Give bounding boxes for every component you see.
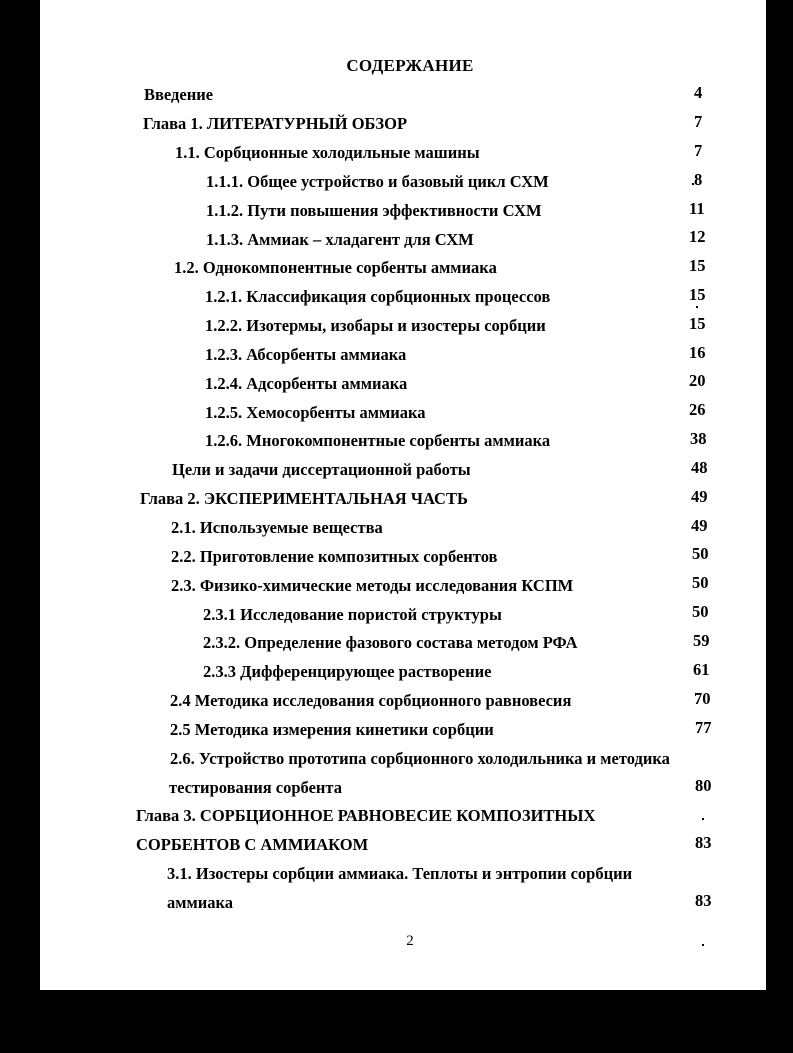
scan-border-right <box>766 0 793 1053</box>
toc-entry: 2.3.1 Исследование пористой структуры <box>203 605 502 624</box>
toc-entry: Глава 3. СОРБЦИОННОЕ РАВНОВЕСИЕ КОМПОЗИТНЫХ <box>136 806 596 825</box>
toc-page-number: 70 <box>694 689 711 708</box>
toc-page-number: 11 <box>689 199 705 218</box>
toc-entry: 3.1. Изостеры сорбции аммиака. Теплоты и энтропии сорбции <box>167 864 633 883</box>
toc-entry: 1.2.5. Хемосорбенты аммиака <box>205 403 426 422</box>
toc-page-number: 49 <box>691 516 708 535</box>
toc-page-number: 12 <box>689 227 706 246</box>
toc-page-number: 15 <box>689 256 706 275</box>
toc-page-number: 4 <box>694 83 703 102</box>
toc-entry: Глава 1. ЛИТЕРАТУРНЫЙ ОБЗОР <box>143 114 408 133</box>
toc-page-number: 20 <box>689 371 706 390</box>
toc-entry: Глава 2. ЭКСПЕРИМЕНТАЛЬНАЯ ЧАСТЬ <box>140 489 468 508</box>
document-page <box>40 0 780 990</box>
toc-page-number: 50 <box>692 602 709 621</box>
toc-page-number: 59 <box>693 631 710 650</box>
toc-page-number: 80 <box>695 776 712 795</box>
toc-entry: 2.4 Методика исследования сорбционного равновесия <box>170 691 572 710</box>
toc-entry: 1.1.1. Общее устройство и базовый цикл СХМ <box>206 172 549 191</box>
toc-page-number: 50 <box>692 573 709 592</box>
toc-page-number: 50 <box>692 544 709 563</box>
toc-entry: 1.2. Однокомпонентные сорбенты аммиака <box>174 258 497 277</box>
toc-entry: 1.1.3. Аммиак – хладагент для СХМ <box>206 230 474 249</box>
toc-entry: 1.1. Сорбционные холодильные машины <box>175 143 480 162</box>
scan-speck <box>702 818 704 820</box>
toc-page-number: 7 <box>694 141 703 160</box>
toc-entry: 1.2.2. Изотермы, изобары и изостеры сорбции <box>205 316 546 335</box>
scan-border-bottom <box>0 990 793 1053</box>
toc-page-number: 7 <box>694 112 703 131</box>
toc-page-number: 49 <box>691 487 708 506</box>
toc-entry: 1.2.1. Классификация сорбционных процессов <box>205 287 551 306</box>
toc-entry: СОРБЕНТОВ С АММИАКОМ <box>136 835 369 854</box>
toc-entry: 2.2. Приготовление композитных сорбентов <box>171 547 498 566</box>
toc-page-number: 77 <box>695 718 712 737</box>
toc-entry: 1.1.2. Пути повышения эффективности СХМ <box>206 201 542 220</box>
toc-entry: 1.2.4. Адсорбенты аммиака <box>205 374 408 393</box>
toc-page-number: 83 <box>695 891 712 910</box>
toc-page-number: 83 <box>695 833 712 852</box>
toc-entry: 2.1. Используемые вещества <box>171 518 383 537</box>
toc-page-number: 15 <box>689 314 706 333</box>
toc-entry: 1.2.6. Многокомпонентные сорбенты аммиака <box>205 431 551 450</box>
scan-speck <box>696 306 698 308</box>
toc-entry: тестирования сорбента <box>169 778 342 797</box>
toc-entry: Введение <box>144 85 214 104</box>
scan-speck <box>692 183 694 185</box>
toc-page-number: 26 <box>689 400 706 419</box>
toc-title: СОДЕРЖАНИЕ <box>346 56 474 75</box>
toc-entry: 2.3. Физико-химические методы исследования КСПМ <box>171 576 574 595</box>
toc-page-number: 38 <box>690 429 707 448</box>
toc-entry: 2.3.2. Определение фазового состава методом РФА <box>203 633 578 652</box>
toc-page-number: 8 <box>694 170 703 189</box>
toc-page-number: 61 <box>693 660 710 679</box>
toc-entry: 2.3.3 Дифференцирующее растворение <box>203 662 492 681</box>
toc-page-number: 15 <box>689 285 706 304</box>
toc-entry: 2.6. Устройство прототипа сорбционного холодильника и методика <box>170 749 670 768</box>
toc-entry: аммиака <box>167 893 233 912</box>
scan-speck <box>702 944 704 946</box>
toc-entry: Цели и задачи диссертационной работы <box>172 460 471 479</box>
toc-page-number: 48 <box>691 458 708 477</box>
toc-entry: 1.2.3. Абсорбенты аммиака <box>205 345 407 364</box>
toc-entry: 2.5 Методика измерения кинетики сорбции <box>170 720 494 739</box>
toc-page-number: 16 <box>689 343 706 362</box>
page-number-footer: 2 <box>406 933 414 949</box>
